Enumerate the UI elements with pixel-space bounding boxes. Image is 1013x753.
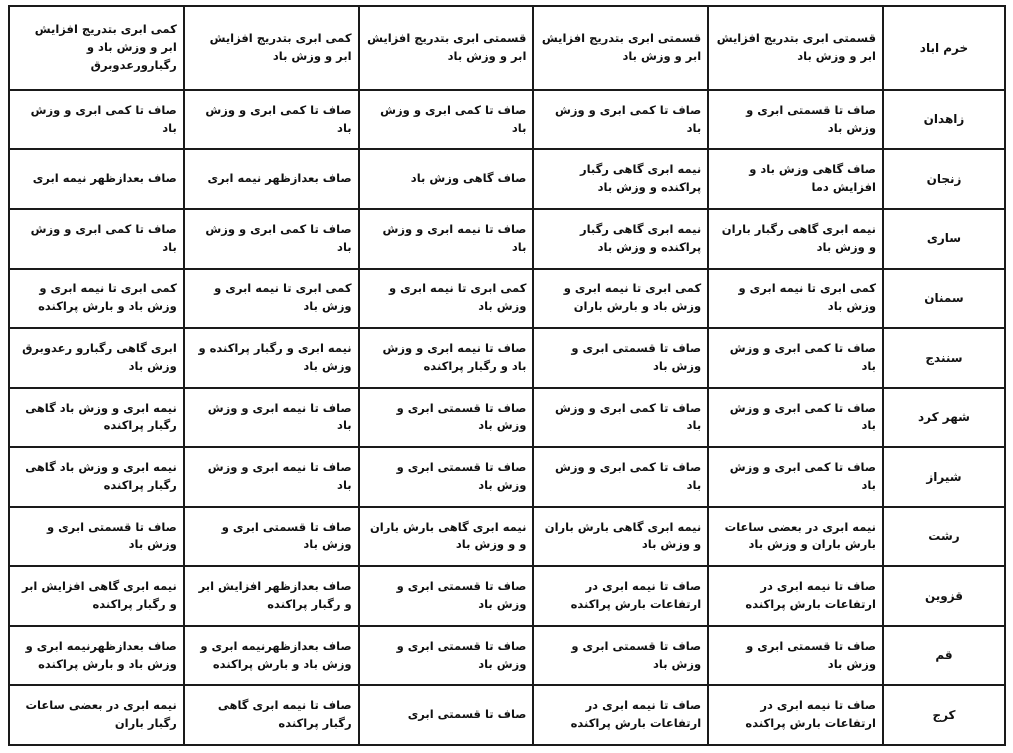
forecast-day-1: قسمتی ابری بتدریج افزایش ابر و وزش باد — [708, 6, 883, 90]
forecast-day-2: صاف تا قسمتی ابری و وزش باد — [533, 328, 708, 388]
forecast-day-4: صاف بعدازظهرنیمه ابری و وزش باد و بارش پراکنده — [184, 626, 359, 686]
forecast-day-3: کمی ابری تا نیمه ابری و وزش باد — [359, 269, 534, 329]
table-row — [9, 90, 1005, 150]
forecast-day-4: صاف تا قسمتی ابری و وزش باد — [184, 507, 359, 567]
city-name: خرم اباد — [883, 6, 1005, 90]
table-row — [9, 566, 1005, 626]
forecast-day-5: صاف تا قسمتی ابری و وزش باد — [9, 507, 184, 567]
forecast-day-4: کمی ابری تا نیمه ابری و وزش باد — [184, 269, 359, 329]
forecast-day-1: صاف تا نیمه ابری در ارتفاعات بارش پراکنده — [708, 566, 883, 626]
forecast-day-4: صاف تا نیمه ابری و وزش باد — [184, 447, 359, 507]
forecast-day-3: صاف تا قسمتی ابری و وزش باد — [359, 447, 534, 507]
forecast-day-2: صاف تا نیمه ابری در ارتفاعات بارش پراکنده — [533, 566, 708, 626]
forecast-day-2: صاف تا کمی ابری و وزش باد — [533, 447, 708, 507]
forecast-day-1: کمی ابری تا نیمه ابری و وزش باد — [708, 269, 883, 329]
forecast-day-5: نیمه ابری در بعضی ساعات رگبار باران — [9, 685, 184, 745]
forecast-day-3: قسمتی ابری بتدریج افزایش ابر و وزش باد — [359, 6, 534, 90]
forecast-day-1: صاف تا کمی ابری و وزش باد — [708, 328, 883, 388]
city-name: شیراز — [883, 447, 1005, 507]
city-name: سنندج — [883, 328, 1005, 388]
forecast-day-5: صاف بعدازظهر نیمه ابری — [9, 149, 184, 209]
forecast-day-4: صاف بعدازظهر نیمه ابری — [184, 149, 359, 209]
forecast-day-3: صاف تا قسمتی ابری و وزش باد — [359, 388, 534, 448]
forecast-day-2: نیمه ابری گاهی رگبار پراکنده و وزش باد — [533, 149, 708, 209]
forecast-day-5: صاف بعدازظهرنیمه ابری و وزش باد و بارش پراکنده — [9, 626, 184, 686]
forecast-day-1: صاف گاهی وزش باد و افزایش دما — [708, 149, 883, 209]
forecast-day-3: صاف تا نیمه ابری و وزش باد — [359, 209, 534, 269]
forecast-day-3: صاف تا کمی ابری و وزش باد — [359, 90, 534, 150]
table-row — [9, 6, 1005, 90]
forecast-day-1: صاف تا کمی ابری و وزش باد — [708, 447, 883, 507]
city-name: سمنان — [883, 269, 1005, 329]
forecast-day-4: صاف تا کمی ابری و وزش باد — [184, 90, 359, 150]
forecast-day-4: نیمه ابری و رگبار پراکنده و وزش باد — [184, 328, 359, 388]
city-name: رشت — [883, 507, 1005, 567]
forecast-day-2: قسمتی ابری بتدریج افزایش ابر و وزش باد — [533, 6, 708, 90]
forecast-day-2: صاف تا کمی ابری و وزش باد — [533, 90, 708, 150]
city-name: قزوین — [883, 566, 1005, 626]
forecast-day-2: صاف تا کمی ابری و وزش باد — [533, 388, 708, 448]
table-row — [9, 328, 1005, 388]
table-row — [9, 149, 1005, 209]
city-name: قم — [883, 626, 1005, 686]
forecast-day-4: کمی ابری بتدریج افزایش ابر و وزش باد — [184, 6, 359, 90]
forecast-day-5: کمی ابری بتدریج افزایش ابر و وزش باد و رگبارورعدوبرق — [9, 6, 184, 90]
forecast-day-5: ابری گاهی رگبارو رعدوبرق وزش باد — [9, 328, 184, 388]
forecast-day-1: نیمه ابری در بعضی ساعات بارش باران و وزش باد — [708, 507, 883, 567]
table-row — [9, 209, 1005, 269]
city-name: کرج — [883, 685, 1005, 745]
forecast-day-4: صاف تا نیمه ابری گاهی رگبار پراکنده — [184, 685, 359, 745]
forecast-day-2: نیمه ابری گاهی بارش باران و وزش باد — [533, 507, 708, 567]
city-name: ساری — [883, 209, 1005, 269]
forecast-day-2: نیمه ابری گاهی رگبار پراکنده و وزش باد — [533, 209, 708, 269]
city-name: زاهدان — [883, 90, 1005, 150]
table-row — [9, 388, 1005, 448]
forecast-day-5: نیمه ابری گاهی افزایش ابر و رگبار پراکنده — [9, 566, 184, 626]
forecast-day-4: صاف بعدازظهر افزایش ابر و رگبار پراکنده — [184, 566, 359, 626]
forecast-day-4: صاف تا کمی ابری و وزش باد — [184, 209, 359, 269]
forecast-day-1: صاف تا کمی ابری و وزش باد — [708, 388, 883, 448]
forecast-day-5: نیمه ابری و وزش باد گاهی رگبار پراکنده — [9, 388, 184, 448]
forecast-day-5: صاف تا کمی ابری و وزش باد — [9, 90, 184, 150]
forecast-day-3: صاف تا قسمتی ابری و وزش باد — [359, 626, 534, 686]
forecast-day-3: صاف تا قسمتی ابری و وزش باد — [359, 566, 534, 626]
forecast-day-1: نیمه ابری گاهی رگبار باران و وزش باد — [708, 209, 883, 269]
forecast-day-3: نیمه ابری گاهی بارش باران و و وزش باد — [359, 507, 534, 567]
table-row — [9, 685, 1005, 745]
forecast-day-5: نیمه ابری و وزش باد گاهی رگبار پراکنده — [9, 447, 184, 507]
forecast-day-3: صاف تا قسمتی ابری — [359, 685, 534, 745]
table-row — [9, 269, 1005, 329]
forecast-day-1: صاف تا قسمتی ابری و وزش باد — [708, 626, 883, 686]
city-name: شهر کرد — [883, 388, 1005, 448]
forecast-day-1: صاف تا قسمتی ابری و وزش باد — [708, 90, 883, 150]
forecast-table — [8, 5, 1006, 746]
city-name: زنجان — [883, 149, 1005, 209]
table-row — [9, 626, 1005, 686]
forecast-day-2: کمی ابری تا نیمه ابری و وزش باد و بارش باران — [533, 269, 708, 329]
table-row — [9, 447, 1005, 507]
forecast-day-3: صاف تا نیمه ابری و وزش باد و رگبار پراکنده — [359, 328, 534, 388]
forecast-day-4: صاف تا نیمه ابری و وزش باد — [184, 388, 359, 448]
forecast-day-2: صاف تا قسمتی ابری و وزش باد — [533, 626, 708, 686]
forecast-day-5: صاف تا کمی ابری و وزش باد — [9, 209, 184, 269]
table-row — [9, 507, 1005, 567]
forecast-day-5: کمی ابری تا نیمه ابری و وزش باد و بارش پراکنده — [9, 269, 184, 329]
forecast-day-2: صاف تا نیمه ابری در ارتفاعات بارش پراکنده — [533, 685, 708, 745]
forecast-day-1: صاف تا نیمه ابری در ارتفاعات بارش پراکنده — [708, 685, 883, 745]
forecast-day-3: صاف گاهی وزش باد — [359, 149, 534, 209]
